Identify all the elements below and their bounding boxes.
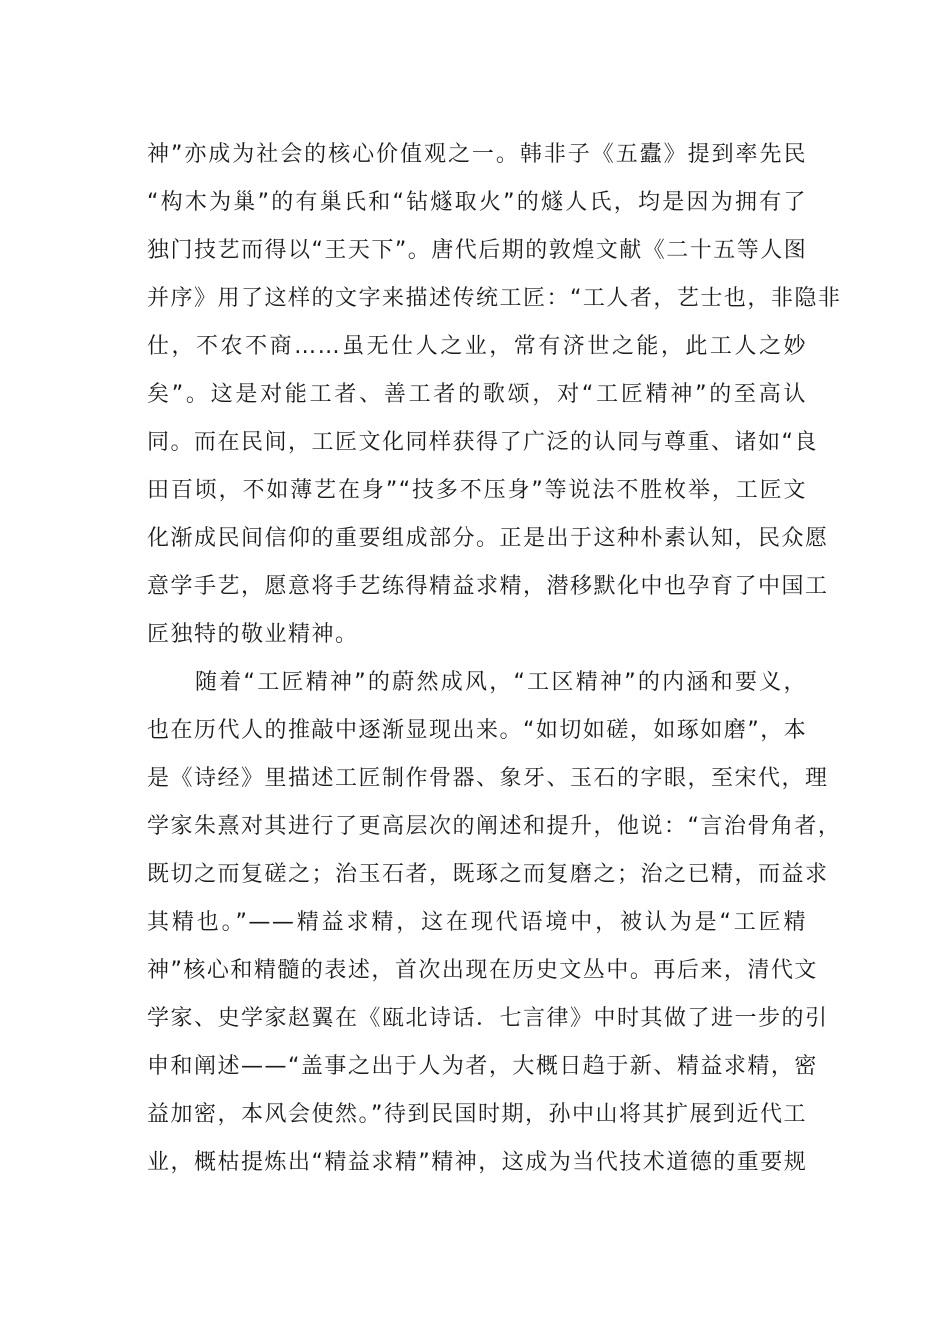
text-line: 化渐成民间信仰的重要组成部分。正是出于这种朴素认知，民众愿 <box>147 526 829 551</box>
text-line: 矣”。这是对能工者、善工者的歌颂，对“工匠精神”的至高认 <box>147 382 807 407</box>
text-line: 并序》用了这样的文字来描述传统工匠：“工人者，艺士也，非隐非 <box>147 286 842 311</box>
text-line: 神”亦成为社会的核心价值观之一。韩非子《五蠹》提到率先民 <box>147 142 807 167</box>
text-line: 申和阐述——“盖事之出于人为者，大概日趋于新、精益求精，密 <box>147 1054 818 1079</box>
text-line: 同。而在民间，工匠文化同样获得了广泛的认同与尊重、诸如“良 <box>147 430 818 455</box>
text-line: 随着“工匠精神”的蔚然成风，“工区精神”的内涵和要义， <box>195 670 807 695</box>
text-line: 业，概枯提炼出“精益求精”精神，这成为当代技术道德的重要规 <box>147 1150 808 1175</box>
text-line: 也在历代人的推敲中逐渐显现出来。“如切如磋，如琢如磨”，本 <box>147 718 808 743</box>
text-line: 学家朱熹对其进行了更高层次的阐述和提升，他说：“言治骨角者， <box>147 814 842 839</box>
text-line: “构木为巢”的有巢氏和“钻燧取火”的燧人氏，均是因为拥有了 <box>147 190 807 215</box>
text-line: 学家、史学家赵翼在《瓯北诗话．七言律》中时其做了进一步的引 <box>147 1006 829 1031</box>
text-line: 神”核心和精髓的表述，首次出现在历史文丛中。再后来，清代文 <box>147 958 818 983</box>
text-line: 匠独特的敬业精神。 <box>147 622 359 647</box>
text-line: 仕，不农不商……虽无仕人之业，常有济世之能，此工人之妙 <box>147 334 807 359</box>
text-line: 田百顷，不如薄艺在身”“技多不压身”等说法不胜枚举，工匠文 <box>147 478 807 503</box>
text-line: 其精也。”——精益求精，这在现代语境中，被认为是“工匠精 <box>147 910 807 935</box>
text-line: 益加密，本风会使然。”待到民国时期，孙中山将其扩展到近代工 <box>147 1102 807 1127</box>
text-line: 独门技艺而得以“王天下”。唐代后期的敦煌文献《二十五等人图 <box>147 238 808 263</box>
text-line: 意学手艺，愿意将手艺练得精益求精，潜移默化中也孕育了中国工 <box>147 574 829 599</box>
text-line: 既切之而复磋之；治玉石者，既琢之而复磨之；治之已精，而益求 <box>147 862 829 887</box>
text-line: 是《诗经》里描述工匠制作骨器、象牙、玉石的字眼，至宋代，理 <box>147 766 829 791</box>
